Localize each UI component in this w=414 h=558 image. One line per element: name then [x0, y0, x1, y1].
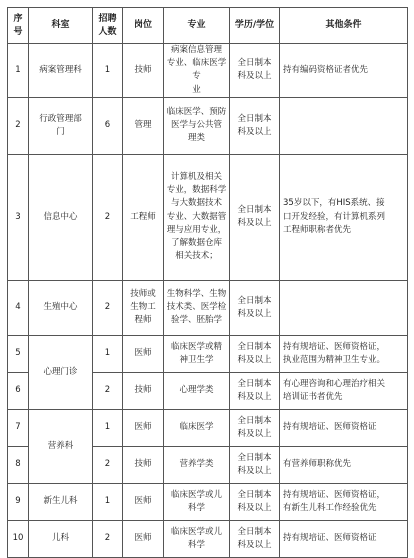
- cell-major: 临床医学或儿 科学: [164, 483, 230, 520]
- cell-other: 持有规培证、医师资格证， 有新生儿科工作经验优先: [280, 483, 408, 520]
- header-edu: 学历/学位: [230, 8, 280, 44]
- cell-other: 持有规培证、医师资格证: [280, 520, 408, 557]
- cell-edu: 全日制本 科及以上: [230, 335, 280, 372]
- cell-major: 临床医学或儿 科学: [164, 520, 230, 557]
- header-count: 招聘 人数: [93, 8, 123, 44]
- header-row: [8, 8, 408, 44]
- cell-dept: 营养科: [29, 409, 93, 483]
- cell-dept: 儿科: [29, 520, 93, 557]
- cell-other: 35岁以下，有HIS系统、接 口开发经验，有计算机系列 工程师职称者优先: [280, 154, 408, 280]
- cell-edu: 全日制本 科及以上: [230, 372, 280, 409]
- cell-post: 医师: [123, 520, 164, 557]
- cell-count: 2: [93, 520, 123, 557]
- cell-count: 2: [93, 372, 123, 409]
- cell-dept: 信息中心: [29, 154, 93, 280]
- cell-other: [280, 280, 408, 335]
- cell-major: 心理学类: [164, 372, 230, 409]
- cell-edu: 全日制本 科及以上: [230, 483, 280, 520]
- cell-edu: 全日制本 科及以上: [230, 520, 280, 557]
- cell-other: 持有规培证、医师资格证， 执业范围为精神卫生专业。: [280, 335, 408, 372]
- cell-count: 2: [93, 446, 123, 483]
- header-other: 其他条件: [280, 8, 408, 44]
- cell-post: 医师: [123, 335, 164, 372]
- cell-seq: 2: [8, 97, 29, 154]
- cell-edu: 全日制本 科及以上: [230, 409, 280, 446]
- cell-other: 有心理咨询和心理治疗相关 培训证书者优先: [280, 372, 408, 409]
- table-row: [8, 154, 408, 280]
- cell-edu: 全日制本 科及以上: [230, 446, 280, 483]
- table-row: [8, 97, 408, 154]
- cell-post: 管理: [123, 97, 164, 154]
- cell-post: 技师: [123, 446, 164, 483]
- cell-count: 6: [93, 97, 123, 154]
- cell-post: 技师: [123, 44, 164, 98]
- cell-other: [280, 97, 408, 154]
- cell-seq: 8: [8, 446, 29, 483]
- cell-edu: 全日制本 科及以上: [230, 280, 280, 335]
- cell-edu: 全日制本 科及以上: [230, 44, 280, 98]
- cell-post: 工程师: [123, 154, 164, 280]
- cell-post: 技师: [123, 372, 164, 409]
- cell-seq: 6: [8, 372, 29, 409]
- cell-other: 持有规培证、医师资格证: [280, 409, 408, 446]
- cell-other: 有营养师职称优先: [280, 446, 408, 483]
- cell-seq: 4: [8, 280, 29, 335]
- recruitment-table: [7, 7, 408, 558]
- header-major: 专业: [164, 8, 230, 44]
- table-row: [8, 44, 408, 98]
- cell-seq: 1: [8, 44, 29, 98]
- header-dept: 科室: [29, 8, 93, 44]
- cell-dept: 新生儿科: [29, 483, 93, 520]
- cell-seq: 10: [8, 520, 29, 557]
- table-row: [8, 409, 408, 446]
- cell-post: 技师或 生物工 程师: [123, 280, 164, 335]
- cell-seq: 5: [8, 335, 29, 372]
- cell-major: 生物科学、生物 技术类、医学检 验学、胚胎学: [164, 280, 230, 335]
- cell-major: 临床医学: [164, 409, 230, 446]
- cell-seq: 7: [8, 409, 29, 446]
- cell-count: 1: [93, 409, 123, 446]
- table-row: [8, 335, 408, 372]
- cell-major: 临床医学或精 神卫生学: [164, 335, 230, 372]
- cell-count: 2: [93, 154, 123, 280]
- cell-edu: 全日制本 科及以上: [230, 97, 280, 154]
- header-post: 岗位: [123, 8, 164, 44]
- cell-count: 1: [93, 483, 123, 520]
- cell-major: 临床医学、预防 医学与公共管 理类: [164, 97, 230, 154]
- cell-major: 病案信息管理 专业、临床医学专 业: [164, 44, 230, 98]
- cell-post: 医师: [123, 483, 164, 520]
- cell-dept: 病案管理科: [29, 44, 93, 98]
- cell-dept: 生殖中心: [29, 280, 93, 335]
- cell-count: 1: [93, 335, 123, 372]
- cell-major: 计算机及相关 专业，数据科学 与大数据技术 专业、大数据管 理与应用专业， 了解数据仓库 相关技术；: [164, 154, 230, 280]
- table-row: [8, 280, 408, 335]
- cell-seq: 3: [8, 154, 29, 280]
- cell-count: 2: [93, 280, 123, 335]
- header-seq: 序 号: [8, 8, 29, 44]
- cell-count: 1: [93, 44, 123, 98]
- cell-edu: 全日制本 科及以上: [230, 154, 280, 280]
- cell-post: 医师: [123, 409, 164, 446]
- cell-dept: 行政管理部 门: [29, 97, 93, 154]
- cell-seq: 9: [8, 483, 29, 520]
- cell-major: 营养学类: [164, 446, 230, 483]
- table-row: [8, 483, 408, 520]
- cell-dept: 心理门诊: [29, 335, 93, 409]
- cell-other: 持有编码资格证者优先: [280, 44, 408, 98]
